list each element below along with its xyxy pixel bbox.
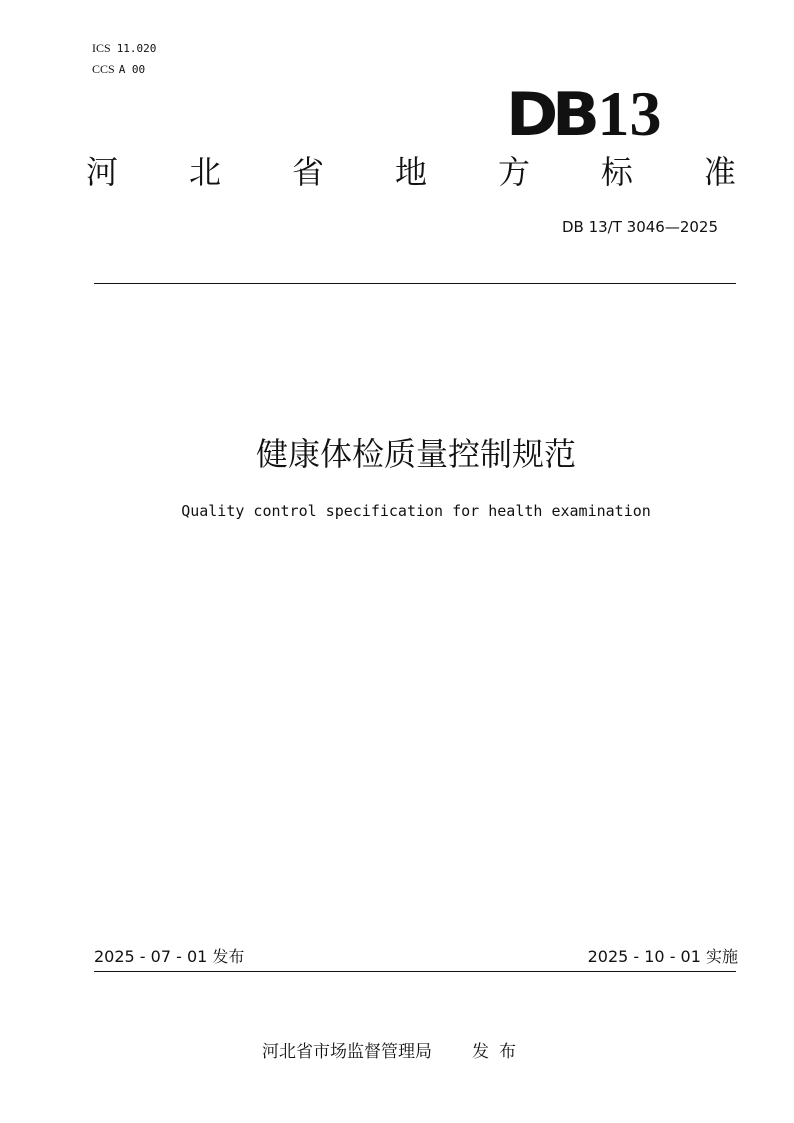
document-title-english: Quality control specification for health examination [181,502,651,520]
issuer-label: 发布 [472,1042,526,1062]
standard-type-char: 标 [600,153,633,191]
standard-type-char: 河 [86,153,119,191]
ccs-value: A 00 [118,63,146,76]
document-title-chinese: 健康体检质量控制规范 [255,435,576,473]
ics-code [92,38,156,59]
logo-number: 13 [597,78,662,149]
standard-type-heading [86,150,736,194]
ics-label: ICS [92,41,111,55]
issuing-authority [262,1040,526,1064]
standard-number: DB 13/T 3046—2025 [561,218,718,236]
issue-date: 2025 - 07 - 01 发布 [94,947,245,966]
top-divider [94,283,736,284]
standard-type-char: 方 [497,153,530,191]
bottom-divider [94,971,736,972]
standard-type-char: 地 [394,153,427,191]
issuer-name: 河北省市场监督管理局 [262,1042,432,1062]
ccs-code [92,59,156,80]
ics-value: 11.020 [116,42,157,55]
classification-codes [92,38,156,80]
logo-prefix: DB [506,80,594,150]
standard-type-char: 北 [188,153,221,191]
ccs-label: CCS [92,62,115,76]
standard-type-char: 省 [291,153,324,191]
db13-logo [506,78,696,150]
standard-type-char: 准 [703,153,736,191]
implementation-date: 2025 - 10 - 01 实施 [587,947,738,966]
